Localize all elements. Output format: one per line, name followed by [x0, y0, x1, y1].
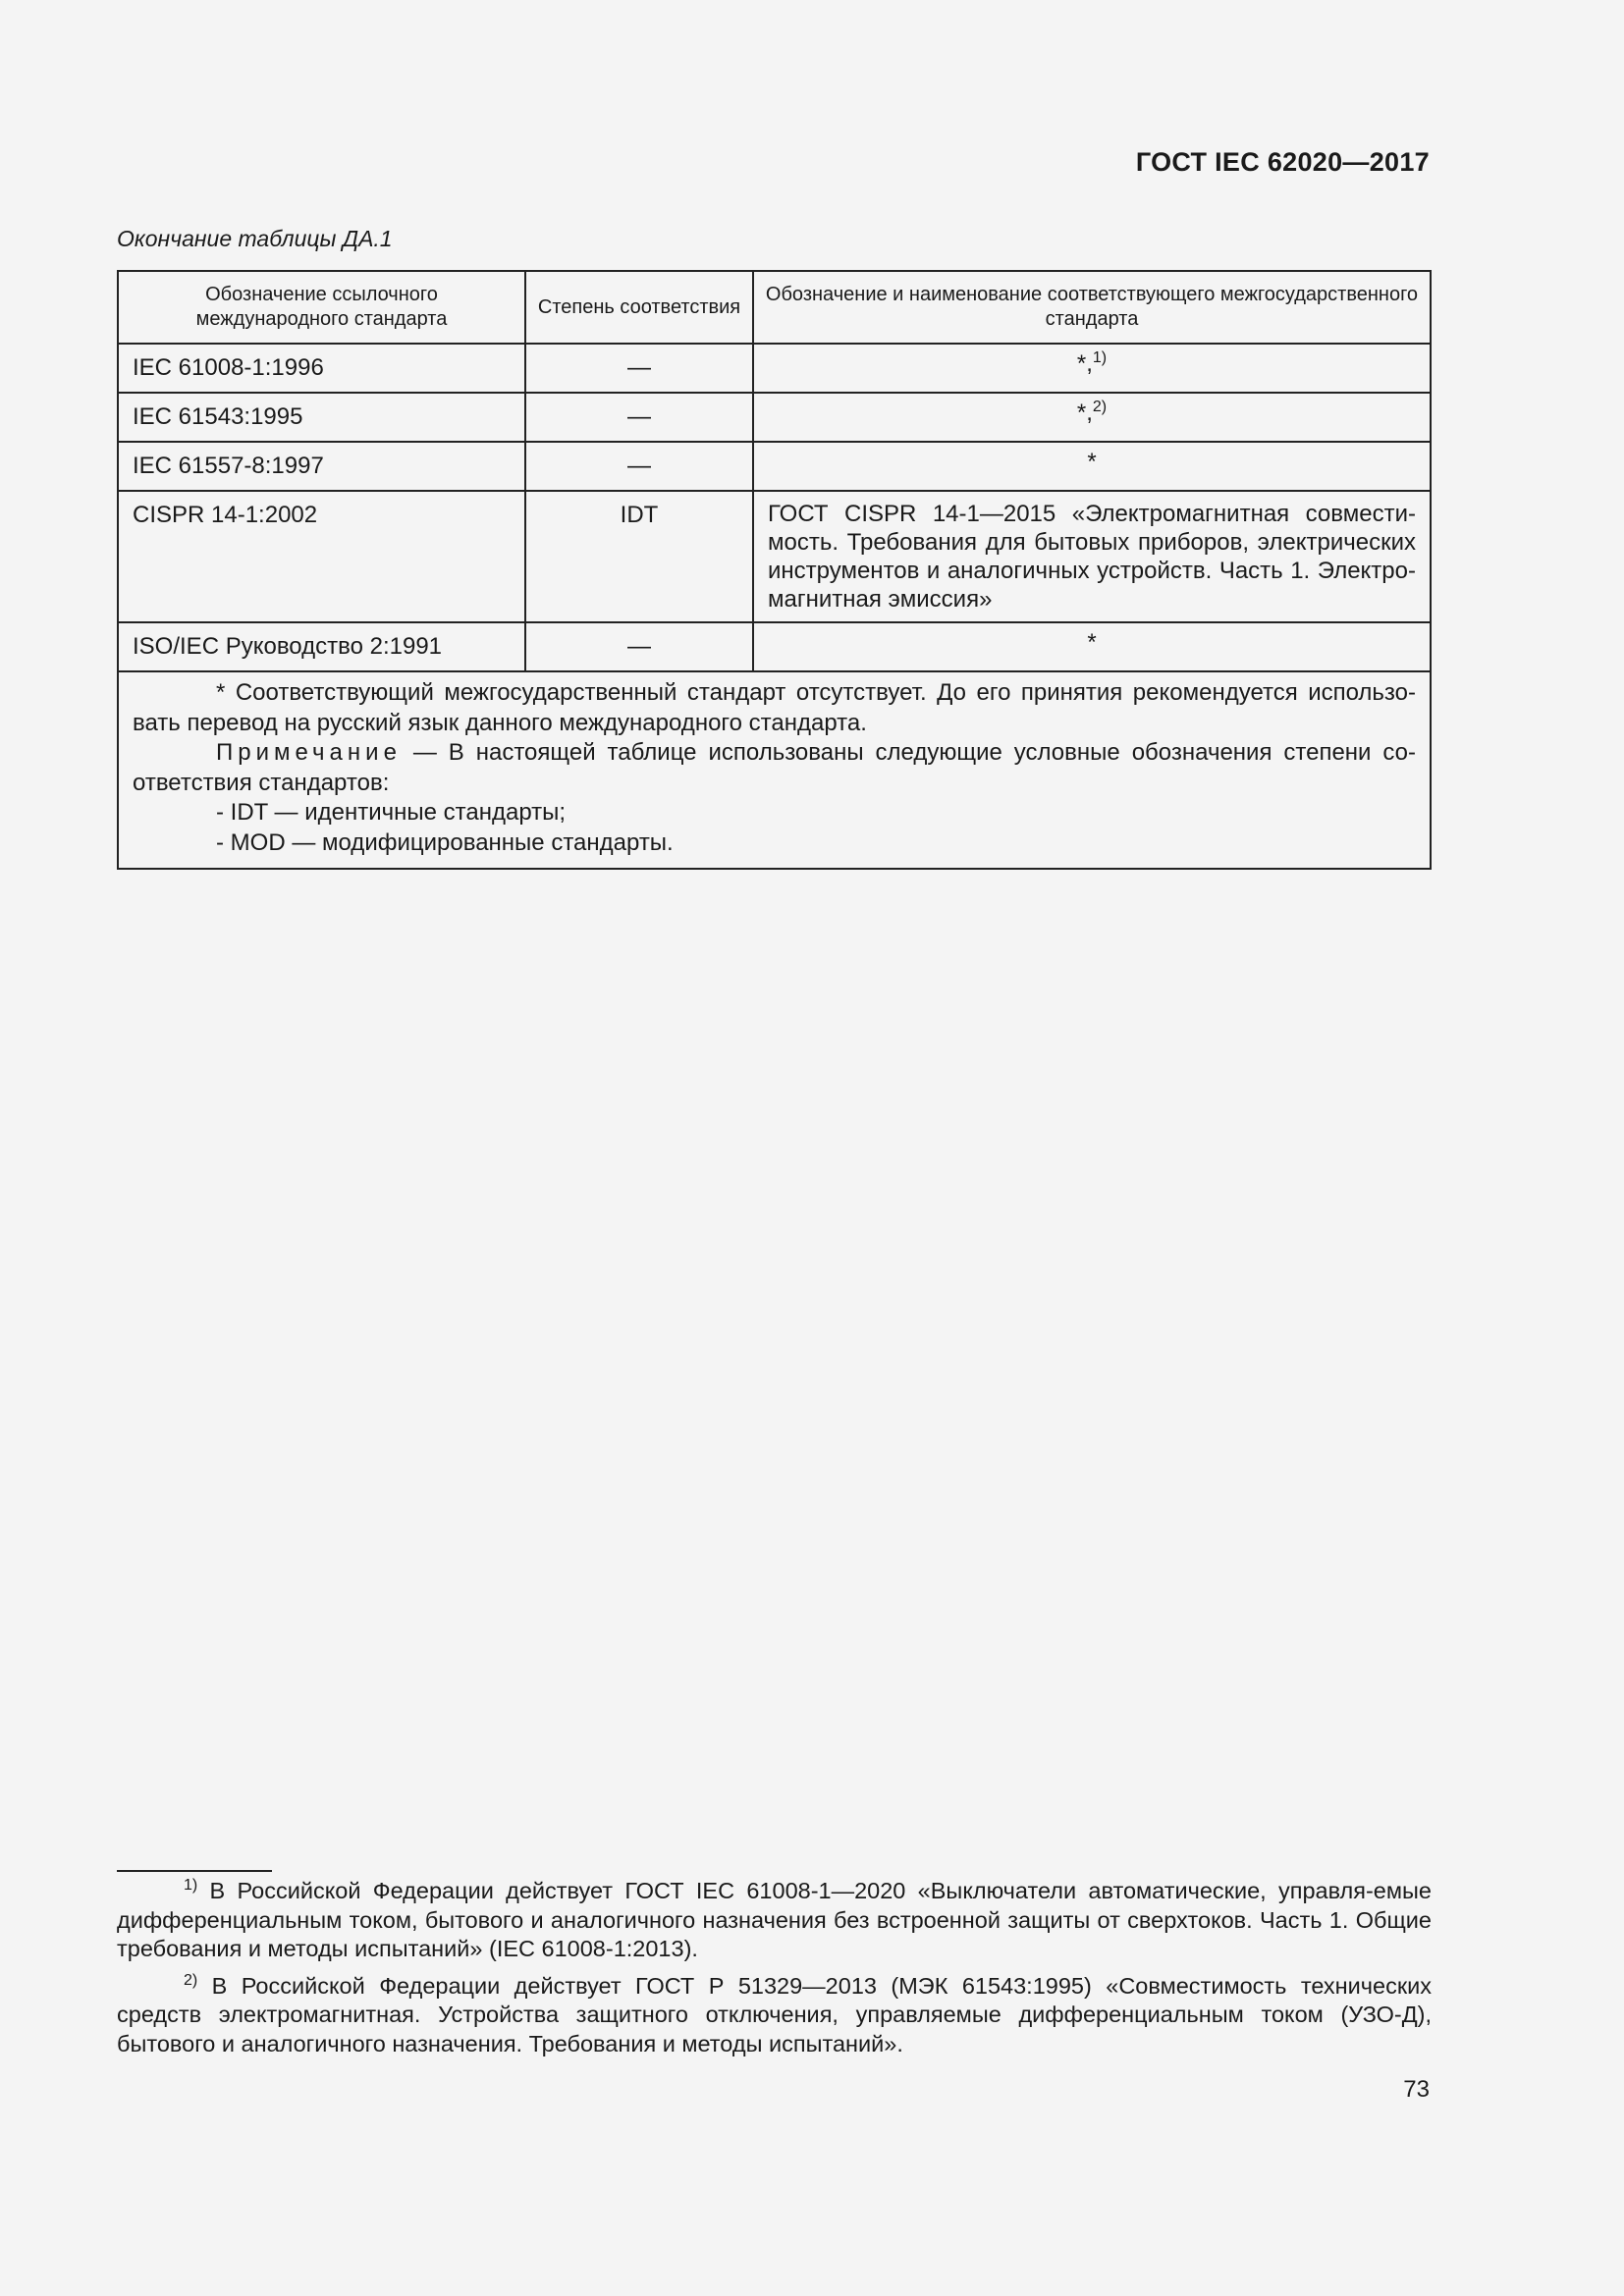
row-degree: —	[525, 344, 753, 393]
footnote-text: В Российской Федерации действует ГОСТ Р 51329—2013 (МЭК 61543:1995) «Совместимость технических средств электромагнитная. Устройства защитного отключения, управляемые дифференциальным током (УЗО-Д), бытового и аналогичного назначения. Требования и методы испытаний».	[117, 1972, 1432, 2056]
footnote-ref-1: 1)	[1092, 349, 1108, 366]
table-row	[118, 491, 1431, 622]
row-degree: —	[525, 442, 753, 491]
row-gost: ГОСТ CISPR 14-1—2015 «Электромагнитная совмести-мость. Требования для бытовых приборов, электрических инструментов и аналогичных устройств. Часть 1. Электро-магнитная эмиссия»	[753, 491, 1431, 622]
row-gost	[753, 393, 1431, 442]
remark	[133, 738, 1416, 798]
table-row	[118, 393, 1431, 442]
row-code: IEC 61543:1995	[118, 393, 525, 442]
row-degree: —	[525, 622, 753, 671]
table-header-row	[118, 271, 1431, 344]
standards-table	[117, 270, 1432, 870]
remark-text: — В настоящей таблице использованы следующие условные обозначения степени со-ответствия стандартов:	[133, 739, 1416, 796]
header-degree: Степень соответствия	[525, 271, 753, 344]
row-degree: IDT	[525, 491, 753, 622]
row-gost	[753, 344, 1431, 393]
footnote-text: В Российской Федерации действует ГОСТ IEC 61008-1—2020 «Выключатели автоматические, управля-емые дифференциальным током, бытового и аналогичного назначения без встроенной защиты от сверхтоков. Часть 1. Общие требования и методы испытаний» (IEC 61008-1:2013).	[117, 1878, 1432, 1961]
table-row	[118, 344, 1431, 393]
row-code: IEC 61557-8:1997	[118, 442, 525, 491]
footnote-2	[117, 1972, 1432, 2059]
table-row	[118, 442, 1431, 491]
table-notes	[118, 671, 1431, 869]
row-degree: —	[525, 393, 753, 442]
list-item: - MOD — модифицированные стандарты.	[216, 828, 674, 856]
row-gost-text: *,	[1076, 400, 1093, 426]
table-row	[118, 622, 1431, 671]
footnote-1	[117, 1877, 1432, 1964]
row-gost: *	[753, 622, 1431, 671]
list-item: - IDT — идентичные стандарты;	[216, 799, 567, 826]
row-code: IEC 61008-1:1996	[118, 344, 525, 393]
footnote-mark: 1)	[184, 1877, 198, 1894]
table-caption: Окончание таблицы ДА.1	[117, 226, 393, 251]
document-code: ГОСТ IEC 62020—2017	[1135, 147, 1430, 177]
footnote-mark: 2)	[184, 1971, 198, 1989]
asterisk-note: * Соответствующий межгосударственный стандарт отсутствует. До его принятия рекомендуется использо-вать перевод на русский язык данного международного стандарта.	[133, 679, 1416, 736]
page-number: 73	[1403, 2076, 1430, 2103]
header-international-standard: Обозначение ссылочного международного стандарта	[118, 271, 525, 344]
row-code: CISPR 14-1:2002	[118, 491, 525, 622]
remark-label: Примечание	[216, 739, 402, 766]
footnote-ref-2: 2)	[1092, 399, 1108, 415]
row-gost-text: *,	[1076, 350, 1093, 377]
row-gost: *	[753, 442, 1431, 491]
footnotes	[117, 1877, 1432, 2066]
footnote-divider	[117, 1870, 272, 1872]
header-interstate-standard: Обозначение и наименование соответствующего межгосударственного стандарта	[753, 271, 1431, 344]
row-code: ISO/IEC Руководство 2:1991	[118, 622, 525, 671]
table-notes-row	[118, 671, 1431, 869]
